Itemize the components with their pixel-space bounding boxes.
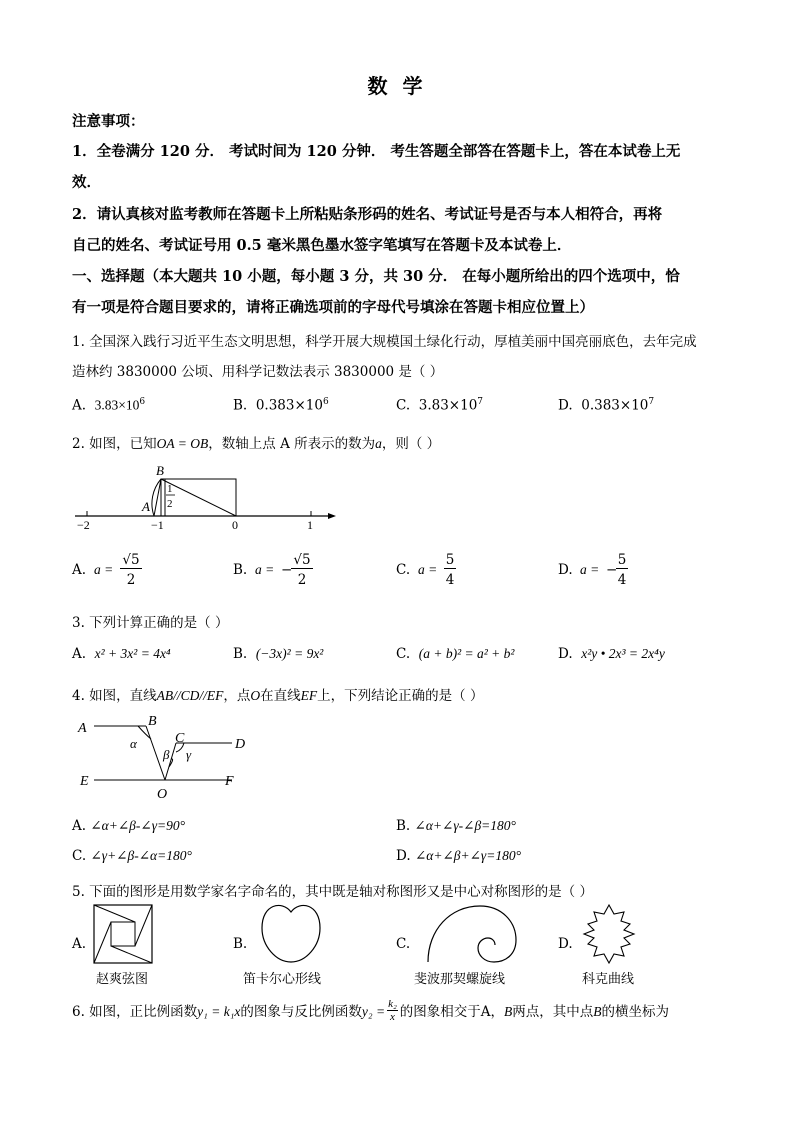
half-denominator: 2 <box>167 498 173 510</box>
q4-option-b: B. ∠α+∠γ-∠β=180° <box>396 818 516 834</box>
half-numerator: 1 <box>167 483 173 495</box>
q5-caption-c: 斐波那契螺旋线 <box>414 972 506 987</box>
q3-option-c: C. (a + b)² = a² + b² <box>396 646 515 662</box>
q2-figure <box>70 462 340 532</box>
q3-option-b: B. (−3x)² = 9x² <box>233 646 324 662</box>
q1-option-c: C. $3.83\times 10^7$ <box>396 397 484 414</box>
label-beta: β <box>163 747 170 762</box>
label-e: E <box>80 774 89 789</box>
q3-option-d: D. x²y • 2x³ = 2x⁴y <box>558 646 665 662</box>
q4-option-a: A. ∠α+∠β-∠γ=90° <box>72 818 186 834</box>
label-alpha: α <box>130 736 137 751</box>
label-o: O <box>157 787 168 802</box>
page-title: 数 学 <box>367 74 427 98</box>
tick-label-neg1: −1 <box>151 518 164 532</box>
q4-option-d: D. ∠α+∠β+∠γ=180° <box>396 848 521 864</box>
q5-option-b-label: B. <box>233 936 248 952</box>
q5-caption-b: 笛卡尔心形线 <box>243 972 322 987</box>
number-line-arrow <box>328 513 336 519</box>
notice-item-1-line-1: 1．全卷满分 120 分． 考试时间为 120 分钟． 考生答题全部答在答题卡上，答在本试卷上无 <box>72 143 681 160</box>
zhao-shuang-diagram <box>93 904 153 964</box>
q5-option-c-label: C. <box>396 936 411 952</box>
q1-option-d: D. $0.383\times 10^7$ <box>558 397 655 414</box>
q4-stem: 4. 如图，直线AB//CD//EF，点O在直线EF上，下列结论正确的是（ ） <box>72 688 484 704</box>
section-1-line-2: 有一项是符合题目要求的，请将正确选项前的字母代号填涂在答题卡相应位置上） <box>72 299 594 316</box>
q6-stem: 6. 如图，正比例函数y₁ = k₁x的图象与反比例函数y₂ = $\frac{\text{k₂}}{x}$ 的图象相交于A，B两点，其中点B的横坐标为 <box>72 998 670 1023</box>
label-f: F <box>225 774 234 789</box>
q1-option-a: A. $3.83\times 10^6$ <box>72 397 146 414</box>
q5-stem: 5. 下面的图形是用数学家名字命名的，其中既是轴对称图形又是中心对称图形的是（ ） <box>72 884 593 900</box>
notice-heading: 注意事项： <box>72 113 145 130</box>
q5-caption-a: 赵爽弦图 <box>96 972 149 987</box>
label-b: B <box>148 714 157 729</box>
label-c: C <box>175 731 185 746</box>
q5-caption-d: 科克曲线 <box>582 972 635 987</box>
label-gamma: γ <box>186 747 192 762</box>
q4-option-c: C. ∠γ+∠β-∠α=180° <box>72 848 192 864</box>
q5-option-a-label: A. <box>72 936 87 952</box>
q5-option-d-label: D. <box>558 936 573 952</box>
q2-stem: 2. 如图，已知OA = OB，数轴上点 A 所表示的数为a，则（ ） <box>72 436 441 452</box>
koch-snowflake <box>574 902 644 966</box>
label-a: A <box>142 499 150 514</box>
notice-item-2-line-2: 自己的姓名、考试证号用 0.5 毫米黑色墨水签字笔填写在答题卡及本试卷上． <box>72 237 572 254</box>
notice-item-1-line-2: 效． <box>72 174 101 191</box>
q1-stem-line-2: 造林约 3830000 公顷、用科学记数法表示 3830000 是（ ） <box>72 364 444 380</box>
notice-item-2-line-1: 2．请认真核对监考教师在答题卡上所粘贴条形码的姓名、考试证号是否与本人相符合，再将 <box>72 206 663 223</box>
section-1-line-1: 一、选择题（本大题共 10 小题，每小题 3 分，共 30 分． 在每小题所给出的四个选项中，恰 <box>72 268 680 285</box>
tick-label-1: 1 <box>307 518 313 532</box>
label-d: D <box>235 737 246 752</box>
q3-option-a: A. x² + 3x² = 4x⁴ <box>72 646 171 662</box>
cardioid-curve <box>258 902 324 966</box>
q3-stem: 3. 下列计算正确的是（ ） <box>72 615 229 631</box>
label-b: B <box>156 463 164 478</box>
tick-label-0: 0 <box>232 518 238 532</box>
q1-option-b: B. $0.383\times 10^6$ <box>233 397 329 414</box>
q4-figure <box>72 712 272 804</box>
q1-stem-line-1: 1. 全国深入践行习近平生态文明思想，科学开展大规模国土绿化行动，厚植美丽中国亮丽底色，去年完成 <box>72 334 697 350</box>
label-a: A <box>78 721 87 736</box>
tick-label-neg2: −2 <box>77 518 90 532</box>
fibonacci-spiral <box>420 900 520 966</box>
